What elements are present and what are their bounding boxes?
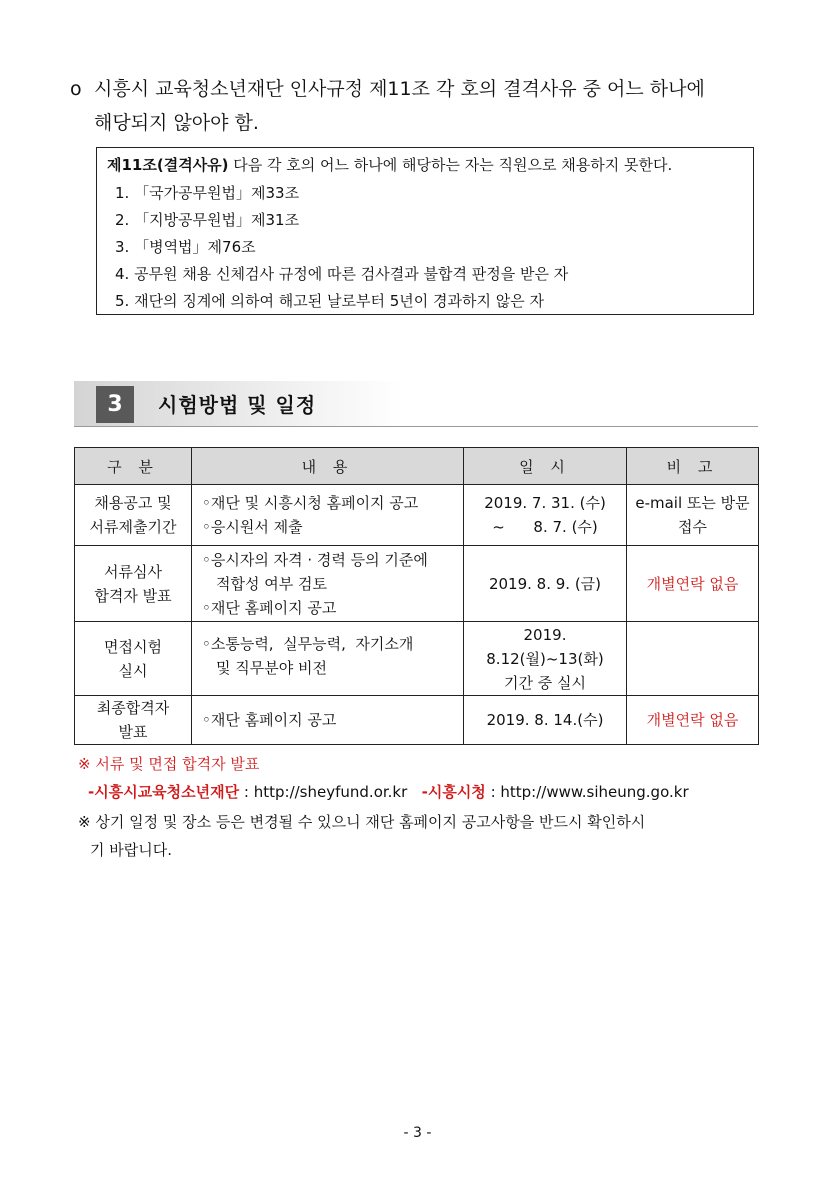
cell-note [627,622,759,696]
city-hall-label: -시흥시청 [421,783,486,801]
cell-content [192,696,464,745]
cell-category [75,546,192,622]
cell-text: ~ 8. 7. (수) [492,518,598,536]
cell-content [192,485,464,546]
cell-text: ◦재단 홈페이지 공고 [202,598,337,617]
section-title: 시험방법 및 일정 [158,393,317,417]
rule-items-list [115,180,568,315]
table-row [75,546,759,622]
city-hall-url[interactable]: : http://www.siheung.go.kr [485,783,689,801]
cell-text: 개별연락 없음 [646,574,739,593]
header-category: 구 분 [75,448,192,485]
cell-category [75,622,192,696]
cell-text: 서류심사 [104,562,162,581]
cell-text: 2019. [523,625,567,644]
cell-note [627,546,759,622]
cell-text: 개별연락 없음 [646,711,739,729]
foundation-url[interactable]: : http://sheyfund.or.kr [239,783,408,801]
cell-text: 2019. 7. 31. (수) [484,494,606,512]
cell-text: 8.12(월)~13(화) [486,649,604,668]
foundation-label: -시흥시교육청소년재단 [88,783,240,801]
cell-date [464,485,627,546]
cell-text: 합격자 발표 [94,586,172,605]
cell-text: 접수 [678,518,707,536]
cell-text: 면접시험 [104,637,162,656]
cell-text: 실시 [118,661,148,680]
page-number: - 3 - [403,1125,432,1141]
schedule-table [74,447,759,745]
announcement-note: ※ 서류 및 면접 합격자 발표 [78,755,260,773]
section-underline [74,426,758,427]
cell-text: 채용공고 및 [94,494,172,512]
disqualification-rule-box [96,147,754,315]
rule-heading-text: 다음 각 호의 어느 하나에 해당하는 자는 직원으로 채용하지 못한다. [228,156,673,174]
cell-category [75,696,192,745]
intro-line-2: 해당되지 않아야 함. [94,112,259,134]
table-row [75,485,759,546]
cell-content [192,622,464,696]
cell-text: ◦소통능력, 실무능력, 자기소개 [202,635,414,653]
cell-text: 및 직무분야 비전 [216,659,327,677]
rule-item: 1. 「국가공무원법」제33조 [115,184,300,202]
rule-heading [107,154,672,175]
rule-item: 4. 공무원 채용 신체검사 규정에 따른 검사결과 불합격 판정을 받은 자 [115,265,569,283]
cell-text: 2019. 8. 14.(수) [486,711,604,729]
change-notice-line-1: ※ 상기 일정 및 장소 등은 변경될 수 있으니 재단 홈페이지 공고사항을 반드시 확인하시 [78,813,646,831]
header-note: 비 고 [627,448,759,485]
section-number: 3 [96,386,134,423]
cell-text: 적합성 여부 검토 [216,574,327,593]
table-header-row [75,448,759,485]
rule-heading-bold: 제11조(결격사유) [107,156,229,174]
cell-text: 발표 [118,723,148,741]
cell-date [464,622,627,696]
cell-text: 최종합격자 [96,699,170,717]
cell-date [464,546,627,622]
cell-text: 서류제출기간 [89,518,177,536]
cell-text: 2019. 8. 9. (금) [488,574,602,593]
intro-line-1: 시흥시 교육청소년재단 인사규정 제11조 각 호의 결격사유 중 어느 하나에 [94,78,705,100]
cell-text: ◦응시원서 제출 [202,518,303,536]
table-row [75,622,759,696]
cell-category [75,485,192,546]
cell-content [192,546,464,622]
header-content: 내 용 [192,448,464,485]
cell-text: ◦재단 및 시흥시청 홈페이지 공고 [202,494,419,512]
rule-item: 2. 「지방공무원법」제31조 [115,211,300,229]
cell-note [627,696,759,745]
cell-date [464,696,627,745]
section-header [74,381,758,428]
cell-text: ◦응시자의 자격 · 경력 등의 기준에 [202,550,428,569]
change-notice-line-2: 기 바랍니다. [90,841,172,859]
bullet-marker: o [70,78,82,100]
table-row [75,696,759,745]
cell-text: 기간 중 실시 [504,673,586,692]
rule-item: 3. 「병역법」제76조 [115,238,256,256]
rule-item: 5. 재단의 징계에 의하여 해고된 날로부터 5년이 경과하지 않은 자 [115,292,545,310]
cell-note [627,485,759,546]
header-date: 일 시 [464,448,627,485]
website-links [88,781,689,802]
cell-text: e-mail 또는 방문 [635,494,750,512]
cell-text: ◦재단 홈페이지 공고 [202,711,337,729]
